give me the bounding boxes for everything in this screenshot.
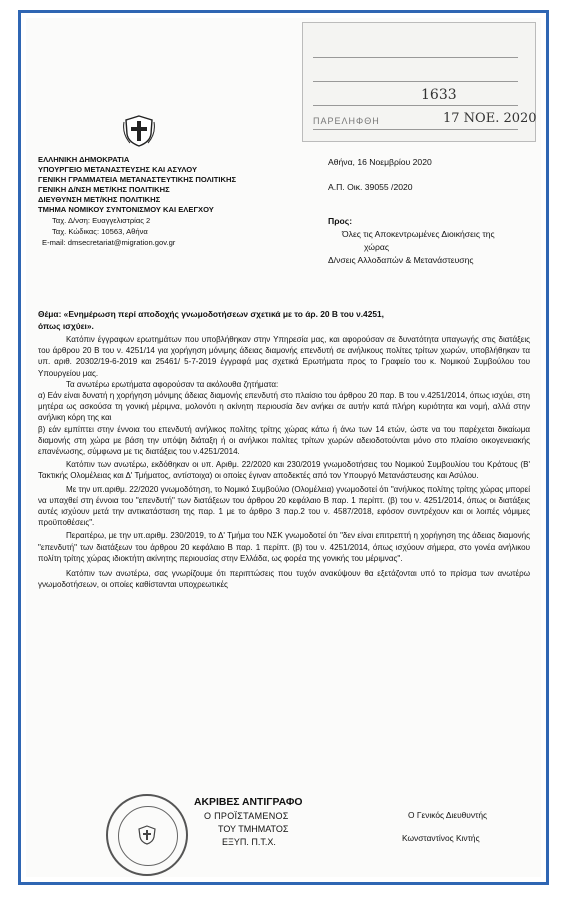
issuer-address: Ταχ. Δ/νση: Ευαγγελιστρίας 2 [52, 216, 151, 225]
issuer-line: ΤΜΗΜΑ ΝΟΜΙΚΟΥ ΣΥΝΤΟΝΙΣΜΟΥ ΚΑΙ ΕΛΕΓΧΟΥ [38, 205, 214, 214]
received-stamp [302, 22, 536, 142]
certified-copy-line: ΕΞΥΠ. Π.Τ.Χ. [222, 837, 276, 847]
issuer-email: E-mail: dmsecretariat@migration.gov.gr [42, 238, 176, 247]
body-paragraph: Κατόπιν των ανωτέρω, εκδόθηκαν οι υπ. Αριθμ. 22/2020 και 230/2019 γνωμοδοτήσεις του Νομικού Συμβουλίου του Κράτους (Β' Τακτικής Ολομέλειας και Δ' Τμήματος, αντίστοιχα) οι οποίες έγιναν αποδεκτές από τον Υπουργό Μετανάστευσης και Ασύλου. [38, 460, 530, 481]
document-page [26, 18, 541, 877]
recipient-line: Όλες τις Αποκεντρωμένες Διοικήσεις της [342, 229, 495, 239]
recipient-line: Δ/νσεις Αλλοδαπών & Μετανάστευσης [328, 255, 474, 265]
body-paragraph: Τα ανωτέρω ερωτήματα αφορούσαν τα ακόλουθα ζητήματα: [66, 379, 279, 389]
stamp-received-label: ΠΑΡΕΛΗΦΘΗ [313, 116, 380, 126]
stamp-line [313, 85, 518, 106]
official-seal [106, 794, 188, 876]
seal-emblem-icon [136, 824, 158, 846]
body-paragraph: α) Εάν είναι δυνατή η χορήγηση μόνιμης άδειας διαμονής επενδυτή στο πλαίσιο του άρθρου 20 παρ. Β του ν.4251/2014, όπως ισχύει, στη μητέρα ως ασκούσα τη γονική μέριμνα, μολονότι η ακίνητη περιουσία δεν ανήκει σε αυτήν κατά πλήρη κυριότητα και νομή, αλλά στην ανήλικη κόρη της και [38, 391, 530, 423]
recipient-line: χώρας [364, 242, 389, 252]
stamp-line [313, 37, 518, 58]
recipients-label: Προς: [328, 216, 353, 226]
signatory-title: Ο Γενικός Διευθυντής [408, 810, 488, 820]
stamp-date: 17 ΝΟΕ. 2020 [443, 111, 537, 126]
issuer-line: ΔΙΕΥΘΥΝΣΗ ΜΕΤ/ΚΗΣ ΠΟΛΙΤΙΚΗΣ [38, 195, 161, 204]
certified-copy-line: Ο ΠΡΟΪΣΤΑΜΕΝΟΣ [204, 811, 289, 821]
issuer-block [38, 155, 236, 248]
issuer-line: ΓΕΝΙΚΗ ΓΡΑΜΜΑΤΕΙΑ ΜΕΤΑΝΑΣΤΕΥΤΙΚΗΣ ΠΟΛΙΤΙΚΗΣ [38, 175, 237, 184]
body-paragraph: β) εάν εμπίπτει στην έννοια του επενδυτή ανήλικος πολίτης τρίτης χώρας κάτω ή άνω των 14 ετών, ώστε να του παρέχεται δικαίωμα διαμονής στη χώρα με βάση την υπόψη διάταξη ή οι ανήλικοι πολίτες τρίτων χωρών αδειοδοτούνται μόνο στο πλαίσιο οικογενειακής επανένωσης, σύμφωνα με τις διατάξεις του ν.4251/2014. [38, 424, 530, 457]
body-paragraph: Κατόπιν των ανωτέρω, σας γνωρίζουμε ότι περιπτώσεις που τυχόν ανακύψουν θα εξετάζονται υπό το πρίσμα των ανωτέρω γνωμοδοτήσεων, οι οποίες καθίστανται υποχρεωτικές [38, 569, 530, 590]
issuer-postcode: Ταχ. Κώδικας: 10563, Αθήνα [52, 227, 148, 236]
body-paragraph: Με την υπ.αριθμ. 22/2020 γνωμοδότηση, το Νομικό Συμβούλιο (Ολομέλεια) γνωμοδοτεί ότι "ανήλικος πολίτης τρίτης χώρας μπορεί να υπαχθεί στη έννοια του "επενδυτή" των διατάξεων του άρθρου 20 κεφάλαιο Β παρ. 1 περίπτ. (β) του ν. 4251/2014, όπως οι διατάξεις αυτές ισχύουν μετά την αντικατάσταση της παρ. 1 με το άρθρο 3 παρ.2 του ν. 4587/2018, εφόσον συντρέχουν και οι λοιπές νόμιμες προϋποθέσεις". [38, 484, 530, 528]
certified-copy-title: ΑΚΡΙΒΕΣ ΑΝΤΙΓΡΑΦΟ [194, 797, 303, 808]
certified-copy-line: ΤΟΥ ΤΜΗΜΑΤΟΣ [218, 824, 289, 834]
signatory-name: Κωνσταντίνος Κιντής [402, 833, 480, 843]
subject-line: Θέμα: «Ενημέρωση περί αποδοχής γνωμοδοτήσεων σχετικά με το άρ. 20 Β του ν.4251, [38, 309, 385, 319]
letter-body [38, 309, 530, 590]
stamp-line [313, 61, 518, 82]
document-date: Αθήνα, 16 Νοεμβρίου 2020 [328, 157, 432, 167]
issuer-line: ΥΠΟΥΡΓΕΙΟ ΜΕΤΑΝΑΣΤΕΥΣΗΣ ΚΑΙ ΑΣΥΛΟΥ [38, 165, 198, 174]
stamp-number: 1633 [421, 87, 457, 103]
subject-line: όπως ισχύει». [38, 320, 94, 331]
protocol-number: Α.Π. Οικ. 39055 /2020 [328, 182, 413, 192]
issuer-line: ΕΛΛΗΝΙΚΗ ΔΗΜΟΚΡΑΤΙΑ [38, 155, 130, 164]
issuer-line: ΓΕΝΙΚΗ Δ/ΝΣΗ ΜΕΤ/ΚΗΣ ΠΟΛΙΤΙΚΗΣ [38, 185, 170, 194]
body-paragraph: Κατόπιν έγγραφων ερωτημάτων που υποβλήθηκαν στην Υπηρεσία μας, και αφορούσαν σε δυνατότητα υπαγωγής στις διατάξεις του άρθρου 20 Β του ν. 4251/14 για χορήγηση μόνιμης άδειας διαμονής επενδυτή σε ανήλικους πολίτες τρίτων χωρών, υποβλήθηκαν τα υπ. αριθ. 20302/19-6-2019 και 25461/ 5-7-2019 έγγραφά μας σχετικά Ερωτήματα προς το Γραφείο του κ. Νομικού Συμβούλου του Υπουργείου μας. [38, 335, 530, 378]
greek-coat-of-arms-icon [122, 112, 156, 148]
body-paragraph: Περαιτέρω, με την υπ.αριθμ. 230/2019, το Δ' Τμήμα του ΝΣΚ γνωμοδοτεί ότι "δεν είναι επιτρεπτή η χορήγηση της άδειας διαμονής "επενδυτή" των διατάξεων του άρθρου 20 κεφάλαιο Β παρ. 1 περίπτ. (β) του ν. 4251/2014, όπως ισχύουν σήμερα, στο γονέα ανήλικου πολίτη τρίτης χώρας ιδιοκτήτη ακίνητης περιουσίας στην Ελλάδα, ως φορέα της γονικής του μέριμνας". [38, 531, 530, 563]
